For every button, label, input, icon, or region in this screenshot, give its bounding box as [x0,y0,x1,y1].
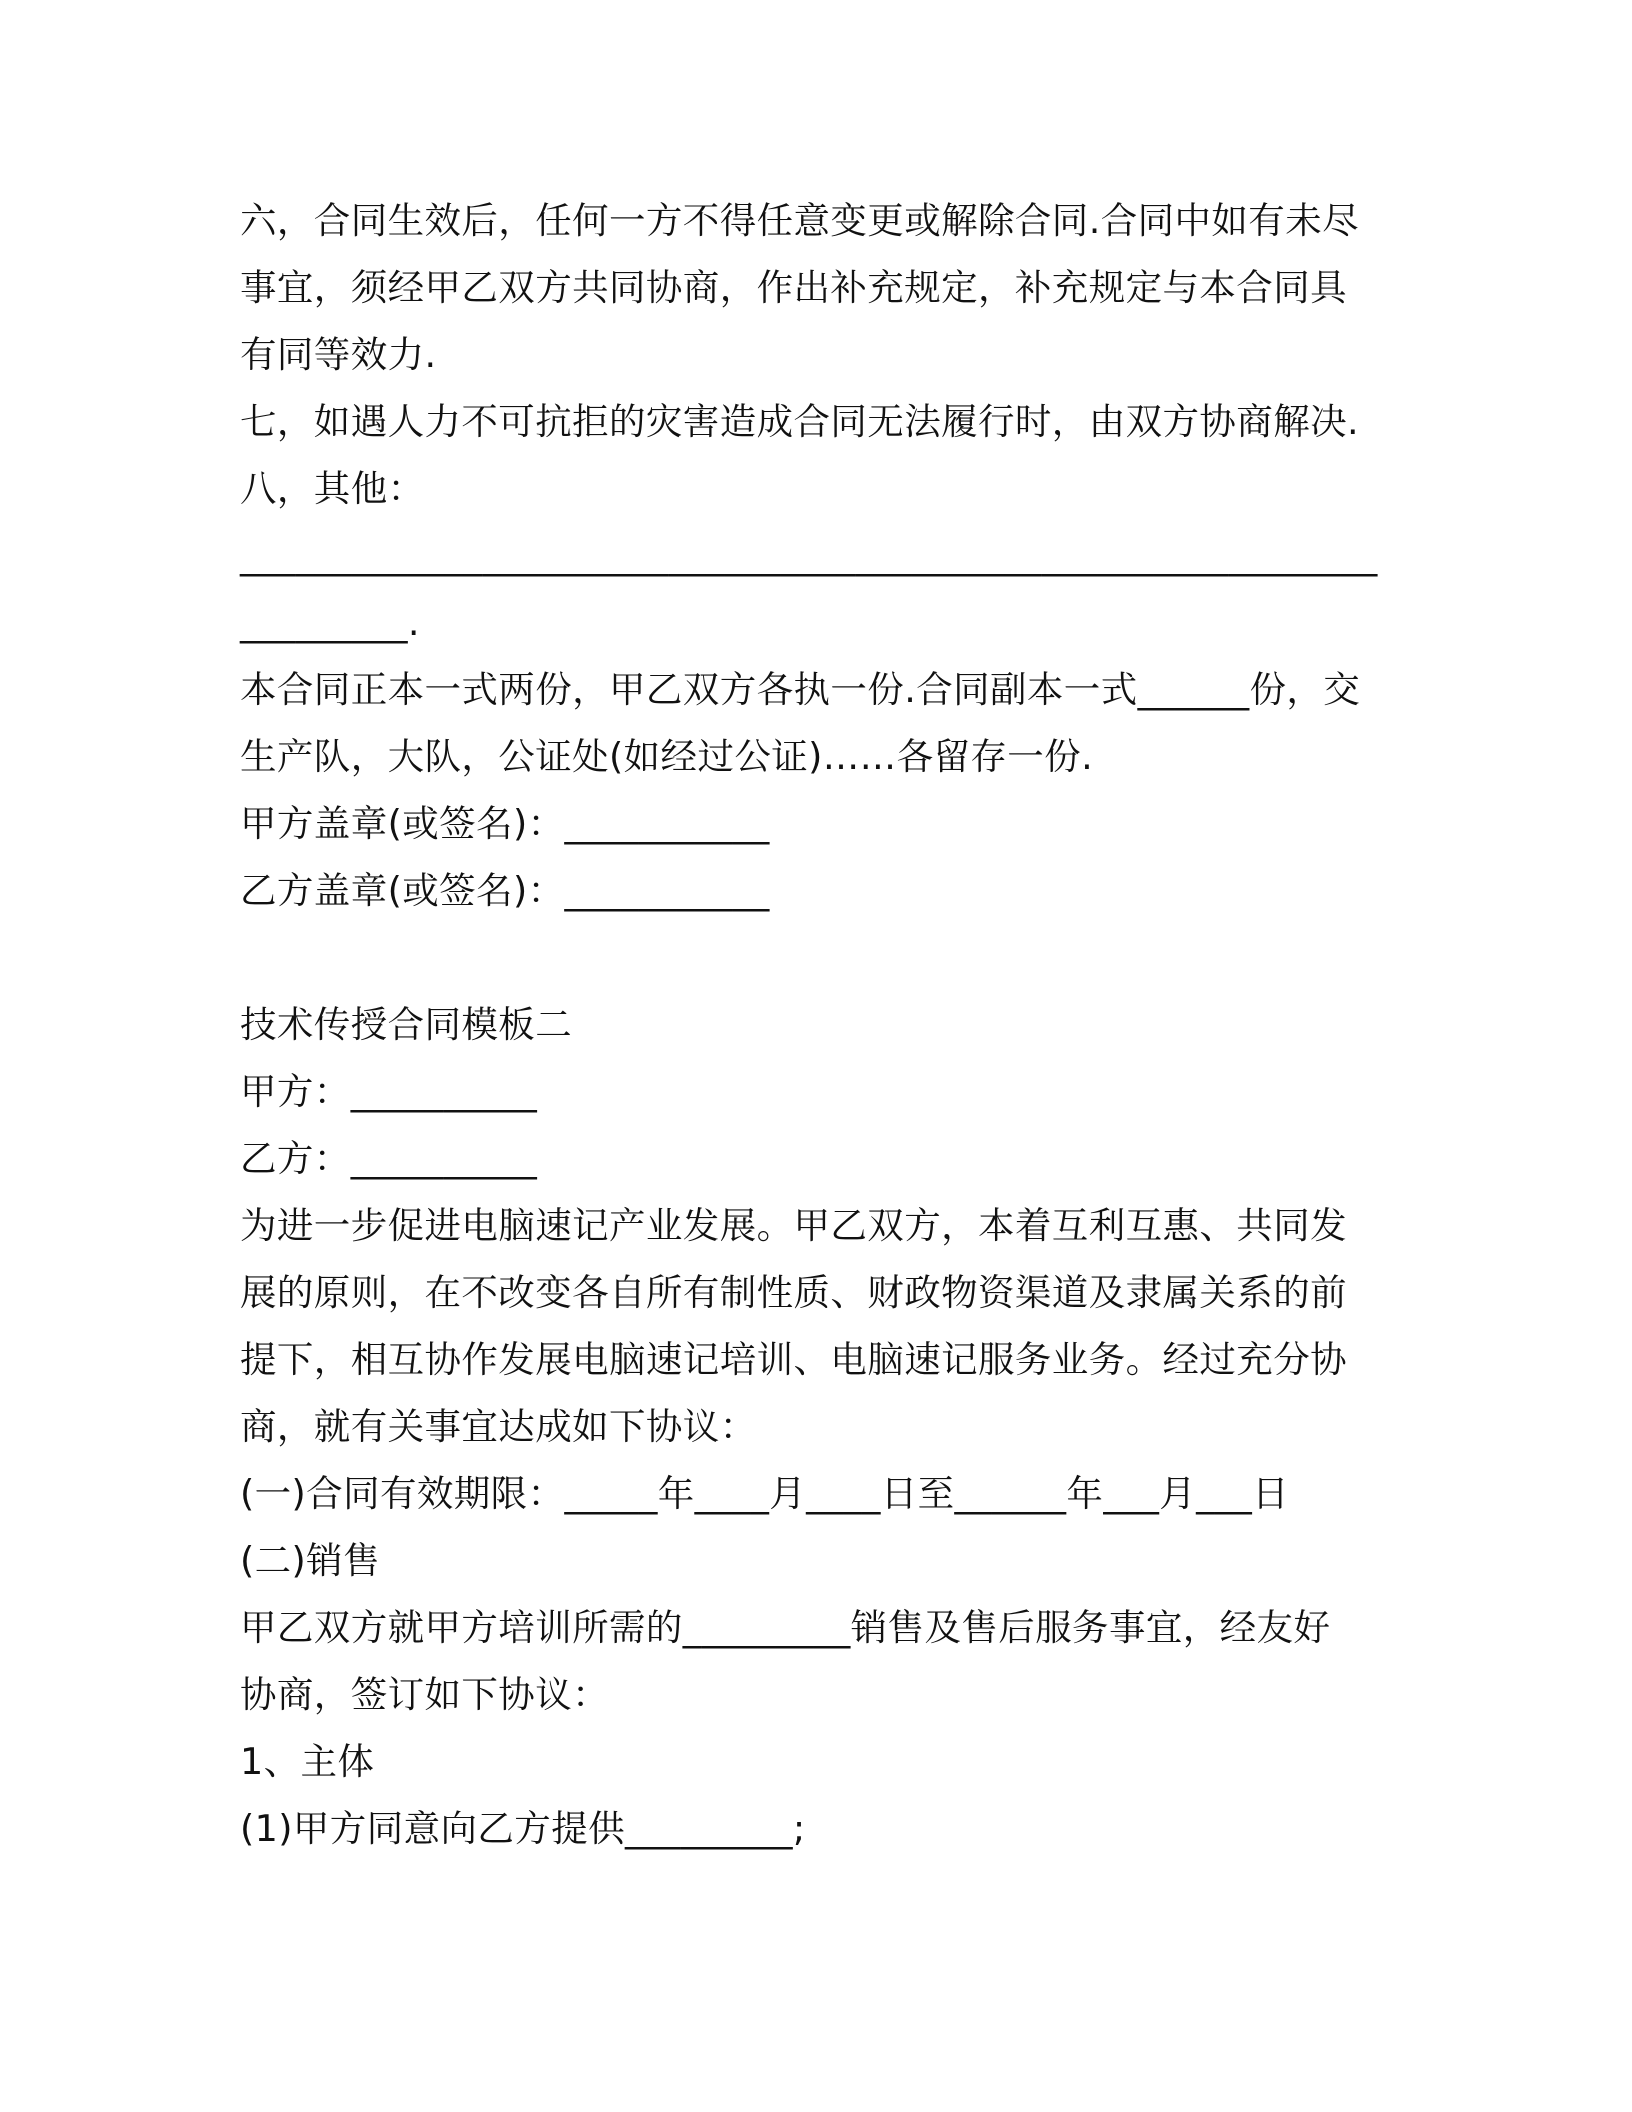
sales-line-2: 协商，签订如下协议： [240,1673,609,1716]
subject-item-1: (1)甲方同意向乙方提供_________; [240,1807,806,1850]
term-line: (一)合同有效期限：_____年____月____日至______年___月___日 [240,1472,1290,1515]
preamble-line-4: 商，就有关事宜达成如下协议： [240,1405,757,1448]
document-body [240,187,1400,1862]
party-b-line: 乙方：__________ [240,1137,538,1180]
clause-7: 七，如遇人力不可抗拒的灾害造成合同无法履行时，由双方协商解决. [240,400,1360,443]
clause-6-line-1: 六，合同生效后，任何一方不得任意变更或解除合同.合同中如有未尽 [240,199,1360,242]
clause-6-line-3: 有同等效力. [240,333,437,376]
preamble-line-2: 展的原则，在不改变各自所有制性质、财政物资渠道及隶属关系的前 [240,1271,1347,1314]
clause-8-blank-line-2: _________. [240,601,420,644]
clause-8-heading: 八，其他： [240,467,425,510]
party-a-signature-line: 甲方盖章(或签名)：___________ [240,802,770,845]
copies-line-2: 生产队，大队，公证处(如经过公证)……各留存一份. [240,735,1094,778]
clause-6-line-2: 事宜，须经甲乙双方共同协商，作出补充规定，补充规定与本合同具 [240,266,1347,309]
copies-line-1: 本合同正本一式两份，甲乙双方各执一份.合同副本一式______份，交 [240,668,1361,711]
party-b-signature-line: 乙方盖章(或签名)：___________ [240,869,770,912]
section-gap [240,924,1400,991]
subject-heading: 1、主体 [240,1740,375,1783]
clause-8-blank-line-1: _____________________________________________________________ [240,534,1378,577]
template-2-title: 技术传授合同模板二 [240,1003,573,1046]
preamble-line-3: 提下，相互协作发展电脑速记培训、电脑速记服务业务。经过充分协 [240,1338,1347,1381]
party-a-line: 甲方：__________ [240,1070,538,1113]
sales-line-1: 甲乙双方就甲方培训所需的_________销售及售后服务事宜，经友好 [240,1606,1331,1649]
preamble-line-1: 为进一步促进电脑速记产业发展。甲乙双方，本着互利互惠、共同发 [240,1204,1347,1247]
sales-heading: (二)销售 [240,1539,380,1582]
